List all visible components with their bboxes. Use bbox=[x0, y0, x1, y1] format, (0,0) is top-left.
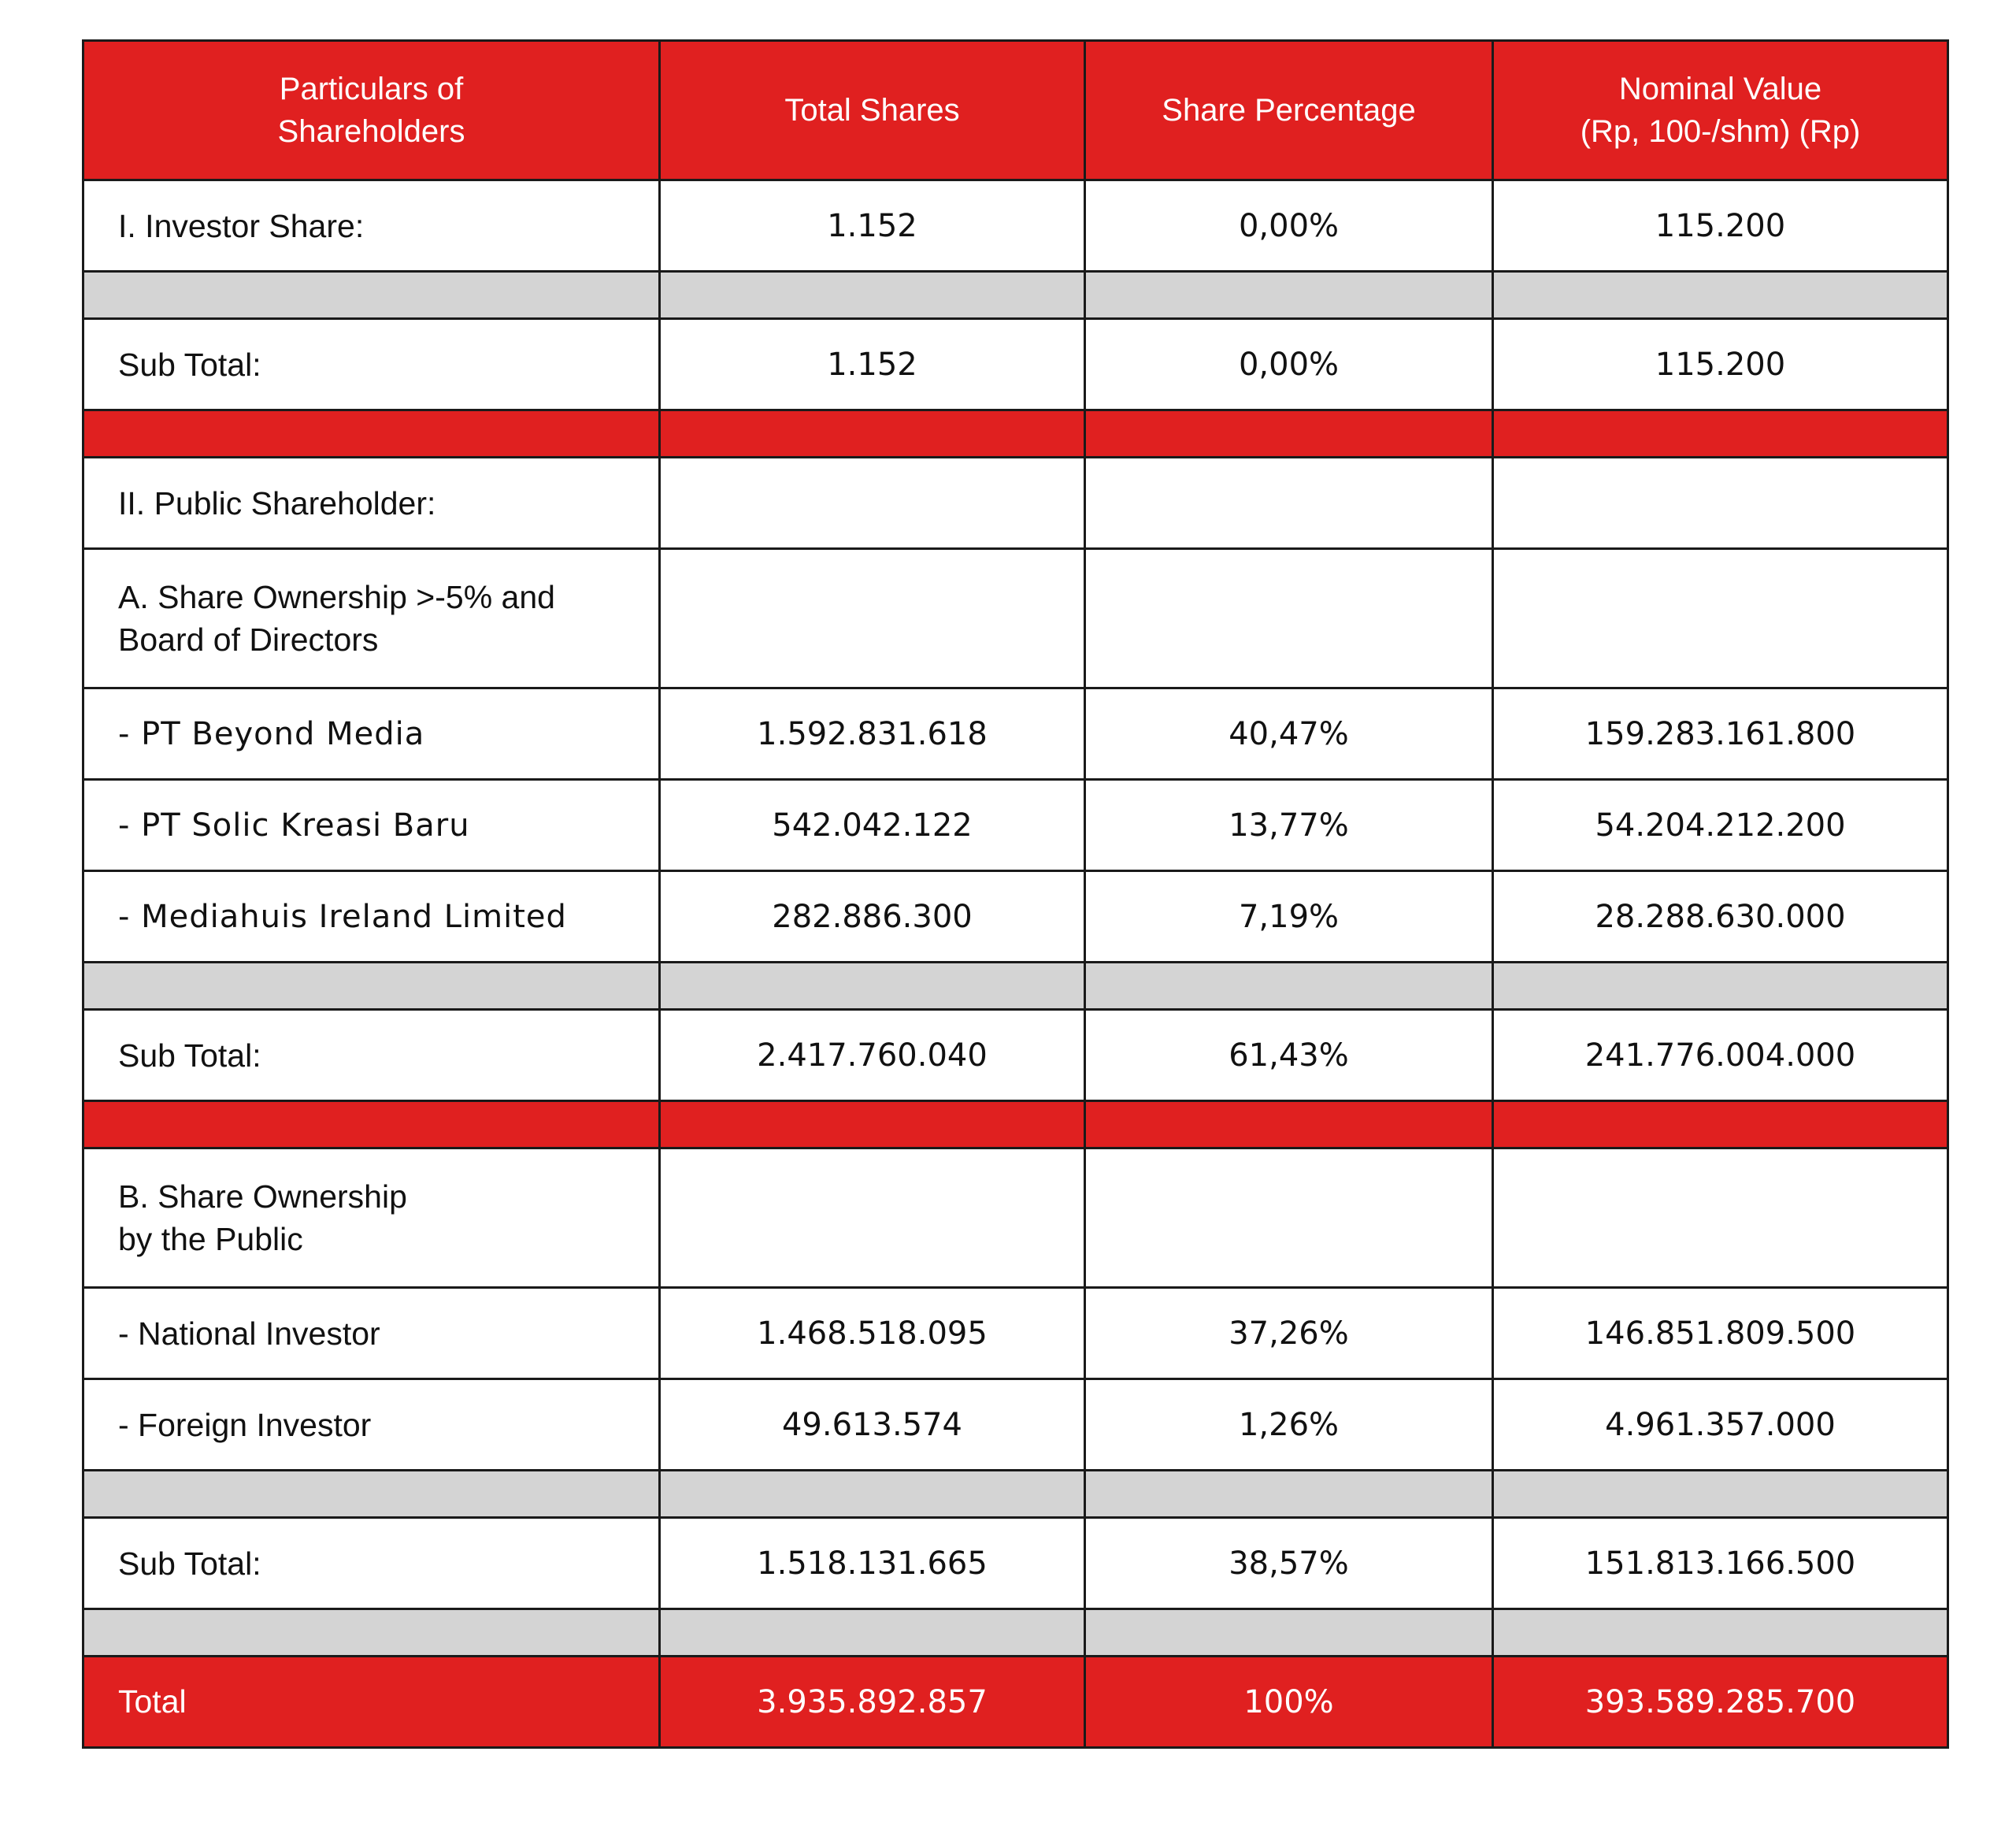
total-percentage: 100% bbox=[1085, 1657, 1493, 1748]
table-row bbox=[83, 1379, 1948, 1471]
group-title-row bbox=[83, 549, 1948, 688]
gray-separator-row bbox=[83, 272, 1948, 319]
section-title: II. Public Shareholder: bbox=[83, 458, 660, 549]
table-row bbox=[83, 871, 1948, 963]
table-row bbox=[83, 688, 1948, 780]
cell-nominal-value: 115.200 bbox=[1493, 319, 1948, 410]
cell-nominal-value: 146.851.809.500 bbox=[1493, 1288, 1948, 1379]
row-label: - Mediahuis Ireland Limited bbox=[83, 871, 660, 963]
row-label: Sub Total: bbox=[83, 1518, 660, 1609]
cell-share-percentage: 13,77% bbox=[1085, 780, 1493, 871]
shareholder-composition-table bbox=[82, 39, 1949, 1749]
cell-total-shares: 2.417.760.040 bbox=[660, 1010, 1085, 1101]
red-separator-row bbox=[83, 1101, 1948, 1148]
gray-separator-row bbox=[83, 963, 1948, 1010]
cell-nominal-value: 28.288.630.000 bbox=[1493, 871, 1948, 963]
cell-total-shares: 1.468.518.095 bbox=[660, 1288, 1085, 1379]
cell-share-percentage: 1,26% bbox=[1085, 1379, 1493, 1471]
group-title-row bbox=[83, 1148, 1948, 1288]
total-row bbox=[83, 1657, 1948, 1748]
table-row bbox=[83, 1288, 1948, 1379]
row-label: - PT Beyond Media bbox=[83, 688, 660, 780]
header-share-percentage: Share Percentage bbox=[1085, 41, 1493, 180]
row-label: - PT Solic Kreasi Baru bbox=[83, 780, 660, 871]
row-label: Sub Total: bbox=[83, 1010, 660, 1101]
cell-share-percentage: 0,00% bbox=[1085, 319, 1493, 410]
cell-nominal-value: 54.204.212.200 bbox=[1493, 780, 1948, 871]
total-label: Total bbox=[83, 1657, 660, 1748]
cell-share-percentage: 40,47% bbox=[1085, 688, 1493, 780]
header-particulars: Particulars of Shareholders bbox=[83, 41, 660, 180]
gray-separator-row bbox=[83, 1471, 1948, 1518]
row-label: - National Investor bbox=[83, 1288, 660, 1379]
cell-nominal-value: 4.961.357.000 bbox=[1493, 1379, 1948, 1471]
cell-share-percentage: 61,43% bbox=[1085, 1010, 1493, 1101]
cell-share-percentage: 7,19% bbox=[1085, 871, 1493, 963]
table-row bbox=[83, 780, 1948, 871]
subtotal-row bbox=[83, 319, 1948, 410]
table-header-row bbox=[83, 41, 1948, 180]
row-label: - Foreign Investor bbox=[83, 1379, 660, 1471]
section-title-row bbox=[83, 458, 1948, 549]
cell-total-shares: 1.152 bbox=[660, 319, 1085, 410]
gray-separator-row bbox=[83, 1609, 1948, 1657]
cell-total-shares: 282.886.300 bbox=[660, 871, 1085, 963]
cell-share-percentage: 38,57% bbox=[1085, 1518, 1493, 1609]
table-row bbox=[83, 180, 1948, 272]
row-label: I. Investor Share: bbox=[83, 180, 660, 272]
cell-nominal-value: 241.776.004.000 bbox=[1493, 1010, 1948, 1101]
total-nominal-value: 393.589.285.700 bbox=[1493, 1657, 1948, 1748]
cell-total-shares: 1.152 bbox=[660, 180, 1085, 272]
cell-nominal-value: 159.283.161.800 bbox=[1493, 688, 1948, 780]
subtotal-row bbox=[83, 1518, 1948, 1609]
cell-total-shares: 1.592.831.618 bbox=[660, 688, 1085, 780]
header-total-shares: Total Shares bbox=[660, 41, 1085, 180]
header-nominal-value: Nominal Value (Rp, 100-/shm) (Rp) bbox=[1493, 41, 1948, 180]
cell-share-percentage: 0,00% bbox=[1085, 180, 1493, 272]
cell-total-shares: 542.042.122 bbox=[660, 780, 1085, 871]
row-label: Sub Total: bbox=[83, 319, 660, 410]
cell-total-shares: 1.518.131.665 bbox=[660, 1518, 1085, 1609]
red-separator-row bbox=[83, 410, 1948, 458]
cell-nominal-value: 151.813.166.500 bbox=[1493, 1518, 1948, 1609]
cell-share-percentage: 37,26% bbox=[1085, 1288, 1493, 1379]
cell-total-shares: 49.613.574 bbox=[660, 1379, 1085, 1471]
group-title: B. Share Ownership by the Public bbox=[83, 1148, 660, 1288]
cell-nominal-value: 115.200 bbox=[1493, 180, 1948, 272]
subtotal-row bbox=[83, 1010, 1948, 1101]
group-title: A. Share Ownership >-5% and Board of Directors bbox=[83, 549, 660, 688]
total-shares: 3.935.892.857 bbox=[660, 1657, 1085, 1748]
